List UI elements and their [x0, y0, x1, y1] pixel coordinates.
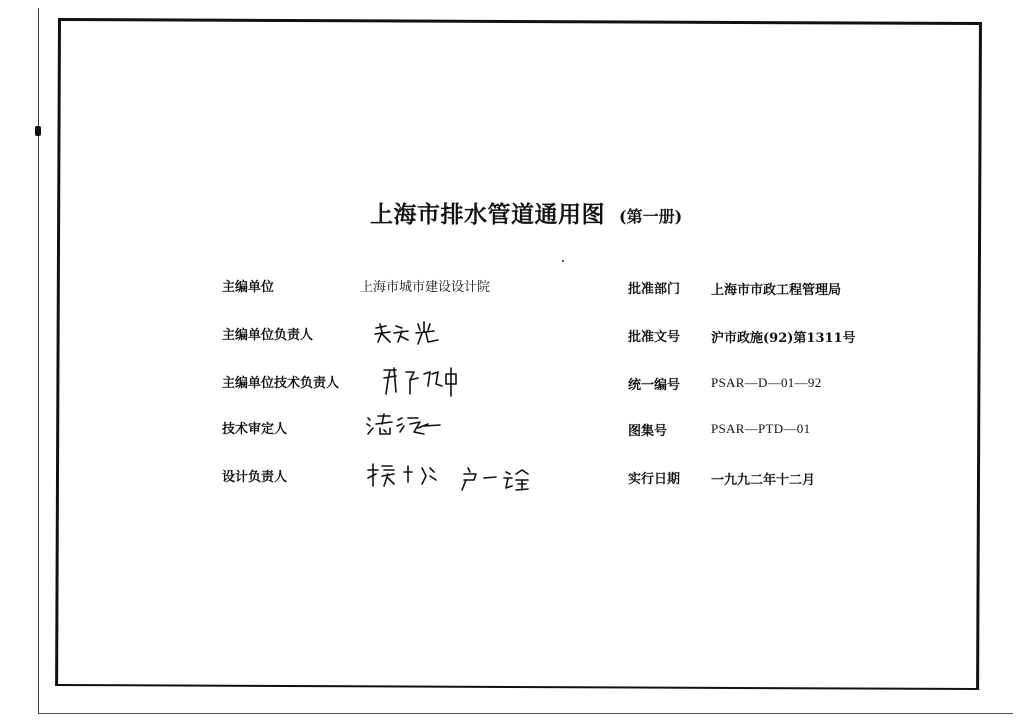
atlas-number-label: 图集号 — [628, 424, 668, 439]
editing-unit-value: 上海市城市建设设计院 — [360, 280, 491, 295]
editing-unit-label: 主编单位 — [222, 280, 275, 295]
unit-head-signature — [372, 318, 448, 348]
unified-number-value: PSAR—D—01—92 — [711, 375, 822, 390]
design-lead-label: 设计负责人 — [222, 470, 288, 485]
scan-speck — [562, 260, 564, 262]
approval-document-label: 批准文号 — [628, 330, 681, 345]
design-lead-signature-1 — [364, 460, 444, 490]
volume-label: (第一册) — [619, 207, 683, 226]
technical-head-signature — [380, 364, 460, 400]
unified-number-label: 统一编号 — [628, 378, 681, 393]
approval-department-label: 批准部门 — [628, 282, 681, 297]
technical-reviewer-signature — [364, 410, 444, 440]
design-lead-signature-2 — [460, 464, 532, 492]
approval-department-value: 上海市市政工程管理局 — [711, 283, 842, 298]
title-block — [370, 196, 682, 229]
effective-date-label: 实行日期 — [628, 472, 681, 487]
drawing-border — [55, 18, 982, 690]
effective-date-value: 一九九二年十二月 — [711, 473, 816, 488]
document-title: 上海市排水管道通用图 — [370, 201, 605, 228]
unit-head-label: 主编单位负责人 — [222, 328, 314, 343]
atlas-number-value: PSAR—PTD—01 — [711, 421, 811, 436]
technical-reviewer-label: 技术审定人 — [222, 422, 288, 437]
approval-document-value: 沪市政施(92)第1311号 — [711, 331, 856, 346]
technical-head-label: 主编单位技术负责人 — [222, 376, 340, 391]
binding-mark — [35, 126, 41, 136]
